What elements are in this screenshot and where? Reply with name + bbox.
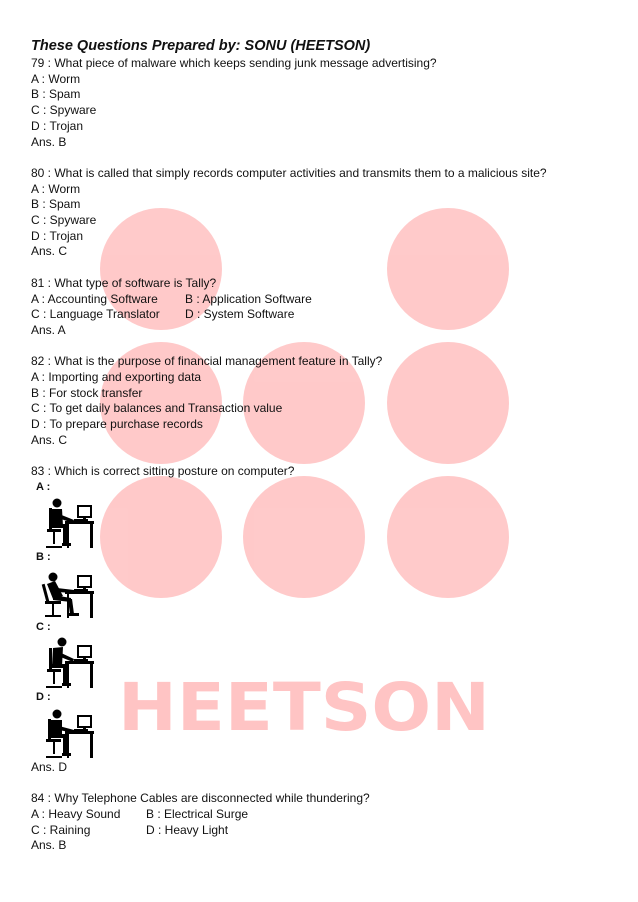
option-c: C : Spyware	[31, 213, 97, 228]
question-text: 80 : What is called that simply records computer activities and transmits them to a malicious site?	[31, 165, 547, 180]
question-text: 81 : What type of software is Tally?	[31, 275, 217, 290]
option-c: C : Raining	[31, 822, 91, 837]
option-b: B : Spam	[31, 197, 81, 212]
option-d: D : System Software	[185, 307, 295, 322]
posture-a-icon	[41, 494, 101, 550]
question-82	[31, 354, 621, 448]
posture-c-icon	[41, 634, 101, 690]
option-c-label: C :	[36, 620, 51, 633]
option-a: A : Worm	[31, 71, 81, 86]
page-title: These Questions Prepared by: SONU (HEETSON)	[31, 38, 371, 54]
options-row	[31, 823, 621, 839]
question-84	[31, 791, 621, 854]
posture-b-icon	[41, 564, 101, 620]
option-a: A : Accounting Software	[31, 291, 158, 306]
option-a: A : Importing and exporting data	[31, 370, 202, 385]
option-b: B : Application Software	[185, 291, 312, 306]
question-text: 79 : What piece of malware which keeps sending junk message advertising?	[31, 56, 437, 70]
option-d: D : Trojan	[31, 228, 84, 243]
question-text: 83 : Which is correct sitting posture on computer?	[31, 464, 295, 479]
posture-d-icon	[41, 704, 101, 760]
option-d: D : Heavy Light	[146, 822, 229, 837]
option-d: D : To prepare purchase records	[31, 417, 203, 432]
option-d-label: D :	[36, 690, 51, 703]
option-b: B : Spam	[31, 87, 81, 102]
option-b: B : For stock transfer	[31, 385, 143, 400]
question-text: 82 : What is the purpose of financial management feature in Tally?	[31, 354, 383, 369]
question-79	[31, 56, 621, 150]
answer: Ans. B	[31, 838, 67, 853]
option-a: A : Worm	[31, 181, 81, 196]
option-c: C : Spyware	[31, 103, 97, 118]
option-b-label: B :	[36, 550, 51, 563]
option-b: B : Electrical Surge	[146, 807, 249, 822]
question-text: 84 : Why Telephone Cables are disconnected while thundering?	[31, 791, 370, 806]
page-content	[31, 37, 621, 854]
options-row	[31, 307, 621, 323]
option-c: C : To get daily balances and Transaction value	[31, 401, 283, 416]
option-d: D : Trojan	[31, 118, 84, 133]
answer: Ans. C	[31, 432, 68, 447]
watermark-text: HEETSON	[118, 669, 490, 746]
question-81	[31, 276, 621, 339]
option-a-label: A :	[36, 480, 51, 493]
question-80	[31, 166, 621, 260]
option-a: A : Heavy Sound	[31, 807, 121, 822]
options-row	[31, 807, 621, 823]
answer: Ans. A	[31, 322, 66, 337]
answer: Ans. C	[31, 244, 68, 259]
options-row	[31, 292, 621, 308]
question-83	[31, 464, 621, 775]
answer: Ans. D	[31, 759, 68, 774]
answer: Ans. B	[31, 134, 67, 149]
option-c: C : Language Translator	[31, 307, 160, 322]
